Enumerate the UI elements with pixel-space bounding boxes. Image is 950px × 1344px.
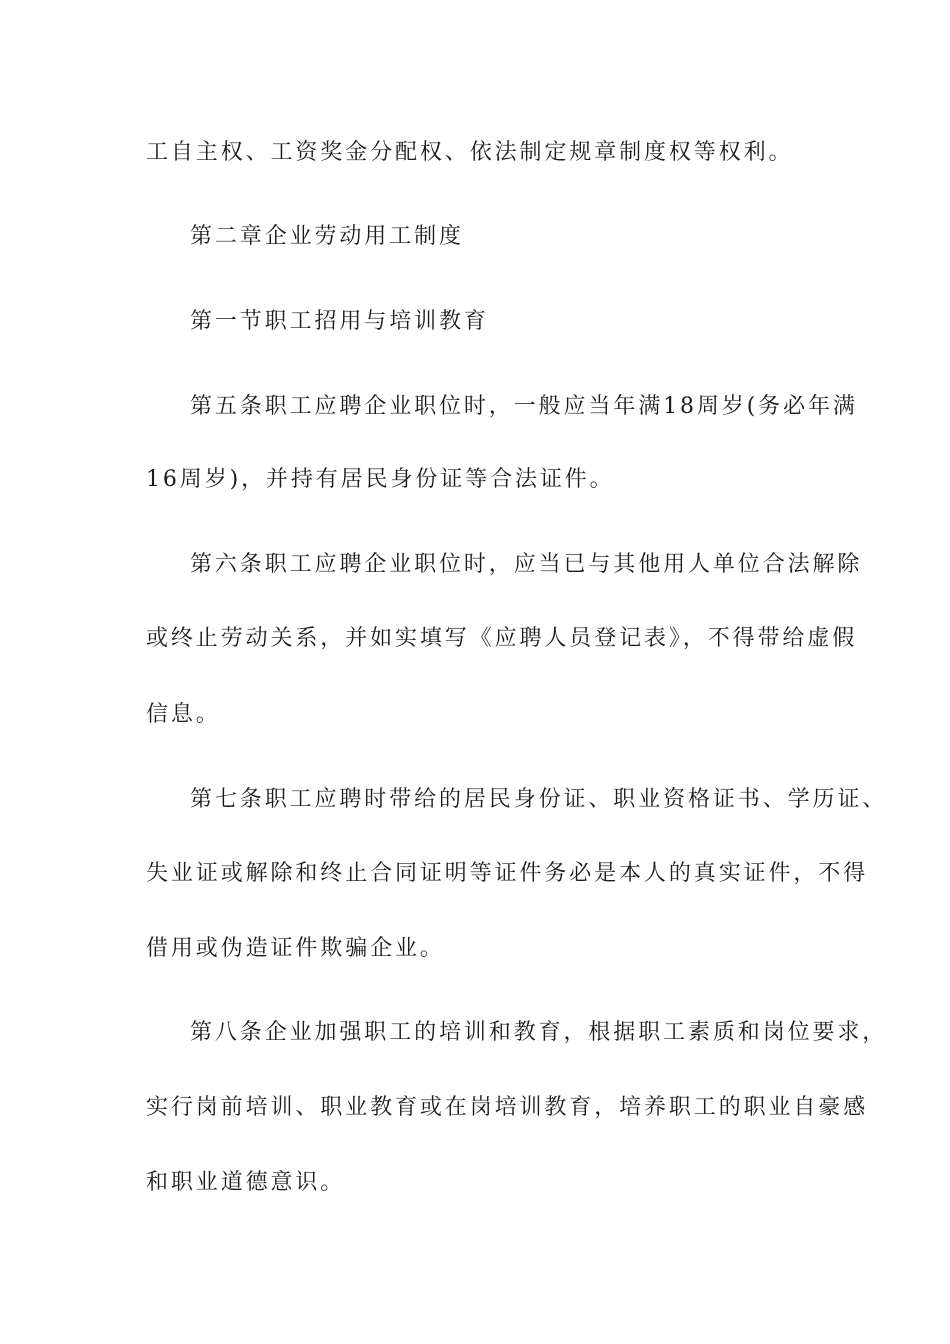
article-6-line-2: 或终止劳动关系，并如实填写《应聘人员登记表》，不得带给虚假 bbox=[146, 626, 858, 651]
article-5-line-1: 第五条职工应聘企业职位时，一般应当年满18周岁(务必年满 bbox=[190, 394, 858, 419]
section-heading: 第一节职工招用与培训教育 bbox=[190, 309, 489, 334]
article-7-line-1: 第七条职工应聘时带给的居民身份证、职业资格证书、学历证、 bbox=[190, 787, 888, 812]
article-8-line-2: 实行岗前培训、职业教育或在岗培训教育，培养职工的职业自豪感 bbox=[146, 1095, 869, 1120]
chapter-heading: 第二章企业劳动用工制度 bbox=[190, 224, 464, 249]
article-6-line-1: 第六条职工应聘企业职位时，应当已与其他用人单位合法解除 bbox=[190, 552, 863, 577]
article-8-line-3: 和职业道德意识。 bbox=[146, 1170, 346, 1195]
article-7-line-3: 借用或伪造证件欺骗企业。 bbox=[146, 936, 445, 961]
article-8-line-1: 第八条企业加强职工的培训和教育，根据职工素质和岗位要求， bbox=[190, 1020, 888, 1045]
article-5-line-2: 16周岁)，并持有居民身份证等合法证件。 bbox=[146, 467, 615, 492]
article-7-line-2: 失业证或解除和终止合同证明等证件务必是本人的真实证件，不得 bbox=[146, 861, 869, 886]
paragraph-continuation-line: 工自主权、工资奖金分配权、依法制定规章制度权等权利。 bbox=[146, 140, 794, 165]
article-6-line-3: 信息。 bbox=[146, 702, 221, 727]
